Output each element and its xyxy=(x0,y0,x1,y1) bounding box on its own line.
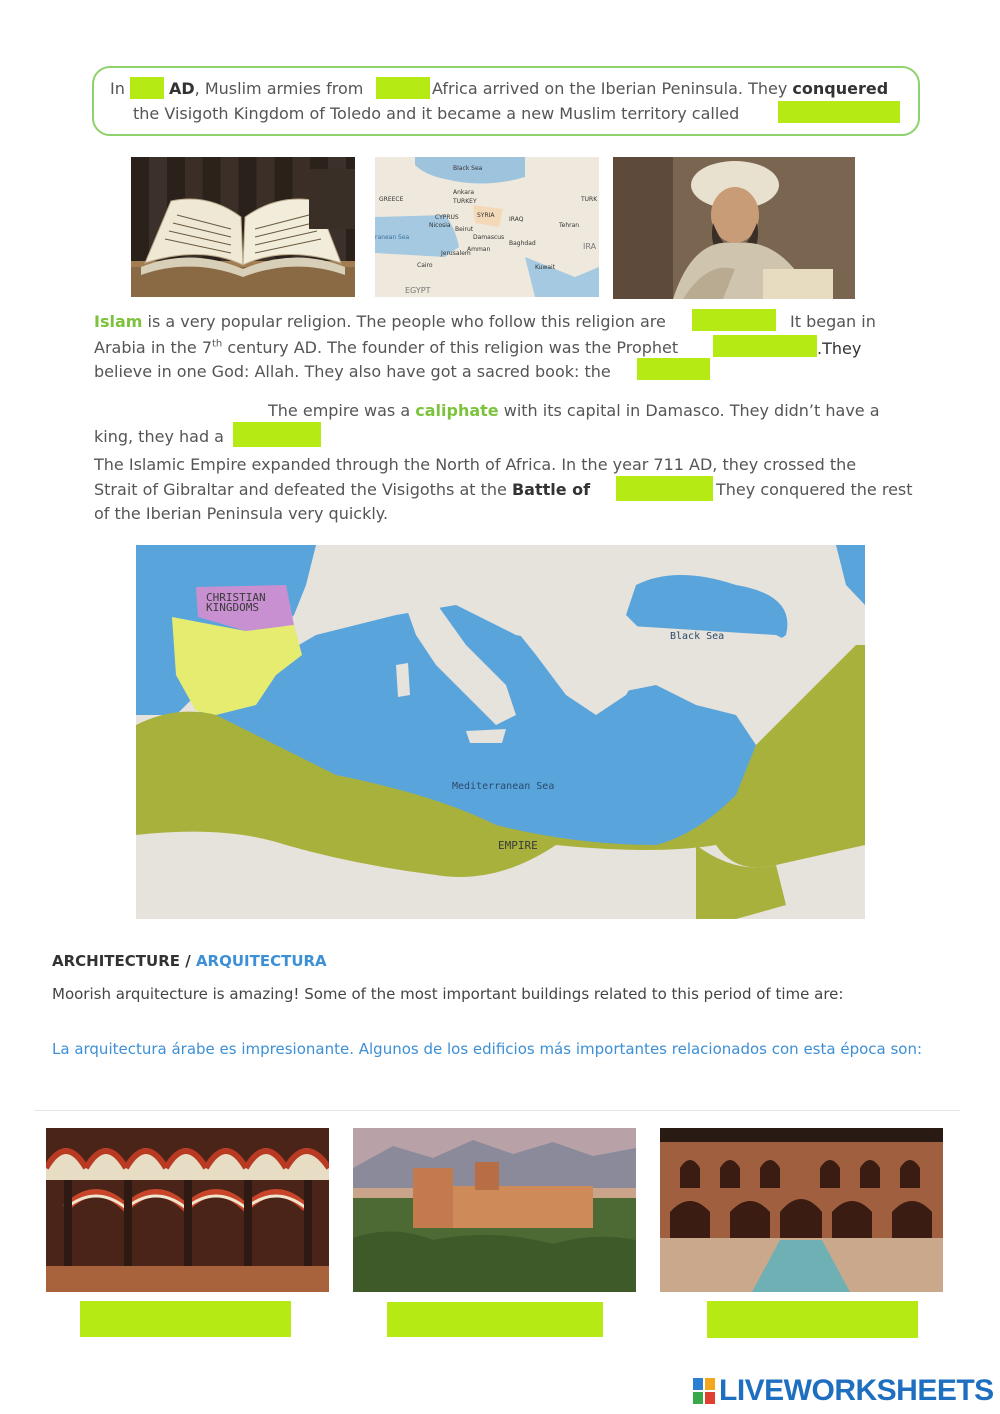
blank-muslims[interactable] xyxy=(692,309,776,331)
islam-line-2b: .They xyxy=(817,339,862,358)
islam-text: Arabia in the 7 xyxy=(94,338,213,357)
me-label: TURK xyxy=(581,196,598,203)
intro-line-1 xyxy=(110,79,125,98)
liveworksheets-logo-text: LIVEWORKSHEETS xyxy=(719,1374,994,1407)
empire-line-3: The Islamic Empire expanded through the North of Africa. In the year 711 AD, they crossed the xyxy=(94,455,857,474)
blank-battle[interactable] xyxy=(616,476,713,501)
quran-photo xyxy=(131,157,355,297)
intro-line-1b xyxy=(169,79,363,98)
empire-line-4b: They conquered the rest xyxy=(716,480,913,499)
blank-building-3[interactable] xyxy=(707,1301,918,1338)
me-label: Amman xyxy=(467,246,491,253)
mosque-cordoba-photo xyxy=(46,1128,329,1292)
me-label: CYPRUS xyxy=(435,214,459,221)
me-label: Nicosia xyxy=(429,222,451,229)
me-label: Beirut xyxy=(455,226,474,233)
blank-caliph[interactable] xyxy=(233,422,321,447)
blank-year[interactable] xyxy=(130,77,164,99)
mediterranean-map xyxy=(136,545,865,919)
blank-building-2[interactable] xyxy=(387,1302,603,1337)
me-label: Ankara xyxy=(453,189,475,196)
empire-text: with its capital in Damasco. They didn’t have a xyxy=(503,401,880,420)
map-label-black-sea: Black Sea xyxy=(670,631,725,642)
empire-line-4 xyxy=(94,480,590,499)
intro-line-1c xyxy=(432,79,888,98)
islam-line-1 xyxy=(94,312,666,331)
me-label: ranean Sea xyxy=(375,234,410,241)
blank-direction[interactable] xyxy=(376,77,430,99)
empire-text: The empire was a xyxy=(268,401,411,420)
me-label: IRA xyxy=(583,242,597,251)
me-label: Tehran xyxy=(559,222,580,229)
me-label: Damascus xyxy=(473,234,505,241)
me-label: Kuwait xyxy=(535,264,556,271)
map-label-kingdoms: KINGDOMS xyxy=(206,601,259,614)
islam-line-1b: It began in xyxy=(790,312,876,331)
empire-text: Strait of Gibraltar and defeated the Visigoths at the xyxy=(94,480,507,499)
islam-line-3: believe in one God: Allah. They also have got a sacred book: the xyxy=(94,362,611,381)
intro-ad: AD xyxy=(169,79,195,98)
battle-of: Battle of xyxy=(511,480,591,499)
me-label: EGYPT xyxy=(405,286,431,295)
alhambra-photo xyxy=(353,1128,636,1292)
map-label-med-sea: Mediterranean Sea xyxy=(452,781,555,792)
me-label: GREECE xyxy=(379,196,404,203)
islam-superscript: th xyxy=(212,338,223,350)
islam-text: century AD. The founder of this religion was the Prophet xyxy=(222,338,679,357)
blank-territory[interactable] xyxy=(778,101,900,123)
blank-prophet[interactable] xyxy=(713,335,817,357)
intro-conquered: conquered xyxy=(792,79,889,98)
me-label: Jerusalem xyxy=(441,250,471,257)
liveworksheets-logo-icon xyxy=(693,1378,715,1404)
map-label-christian: CHRISTIAN xyxy=(206,591,266,604)
me-label: Baghdad xyxy=(509,240,536,247)
architecture-heading-en: ARCHITECTURE / xyxy=(52,952,191,970)
islam-word: Islam xyxy=(94,312,143,331)
architecture-text-es: La arquitectura árabe es impresionante. Algunos de los edificios más importantes relacionados con esta época son: xyxy=(52,1040,923,1058)
islam-line-2 xyxy=(94,338,678,357)
architecture-heading-es: ARQUITECTURA xyxy=(195,952,327,970)
empire-line-1 xyxy=(268,401,880,420)
me-label: Cairo xyxy=(417,262,433,269)
me-label: IRAQ xyxy=(509,216,524,223)
me-label: SYRIA xyxy=(477,212,495,219)
architecture-heading xyxy=(52,952,327,970)
intro-line-2: the Visigoth Kingdom of Toledo and it became a new Muslim territory called xyxy=(133,104,740,123)
me-label: Black Sea xyxy=(453,165,483,172)
islam-text: is a very popular religion. The people who follow this religion are xyxy=(147,312,666,331)
map-label-empire: EMPIRE xyxy=(498,839,538,852)
caliphate-word: caliphate xyxy=(415,401,499,420)
empire-line-2: king, they had a xyxy=(94,427,224,446)
prophet-portrait xyxy=(613,157,855,299)
blank-building-1[interactable] xyxy=(80,1301,291,1337)
blank-sacred-book[interactable] xyxy=(637,358,710,380)
empire-line-5: of the Iberian Peninsula very quickly. xyxy=(94,504,389,523)
divider xyxy=(34,1110,960,1111)
me-label: TURKEY xyxy=(453,198,477,205)
architecture-text-en: Moorish arquitecture is amazing! Some of the most important buildings related to this period of time are: xyxy=(52,985,844,1003)
intro-text: , Muslim armies from xyxy=(194,79,364,98)
intro-text: Africa arrived on the Iberian Peninsula. They xyxy=(432,79,788,98)
intro-text: In xyxy=(110,79,125,98)
alcazar-photo xyxy=(660,1128,943,1292)
middle-east-map xyxy=(375,157,599,297)
